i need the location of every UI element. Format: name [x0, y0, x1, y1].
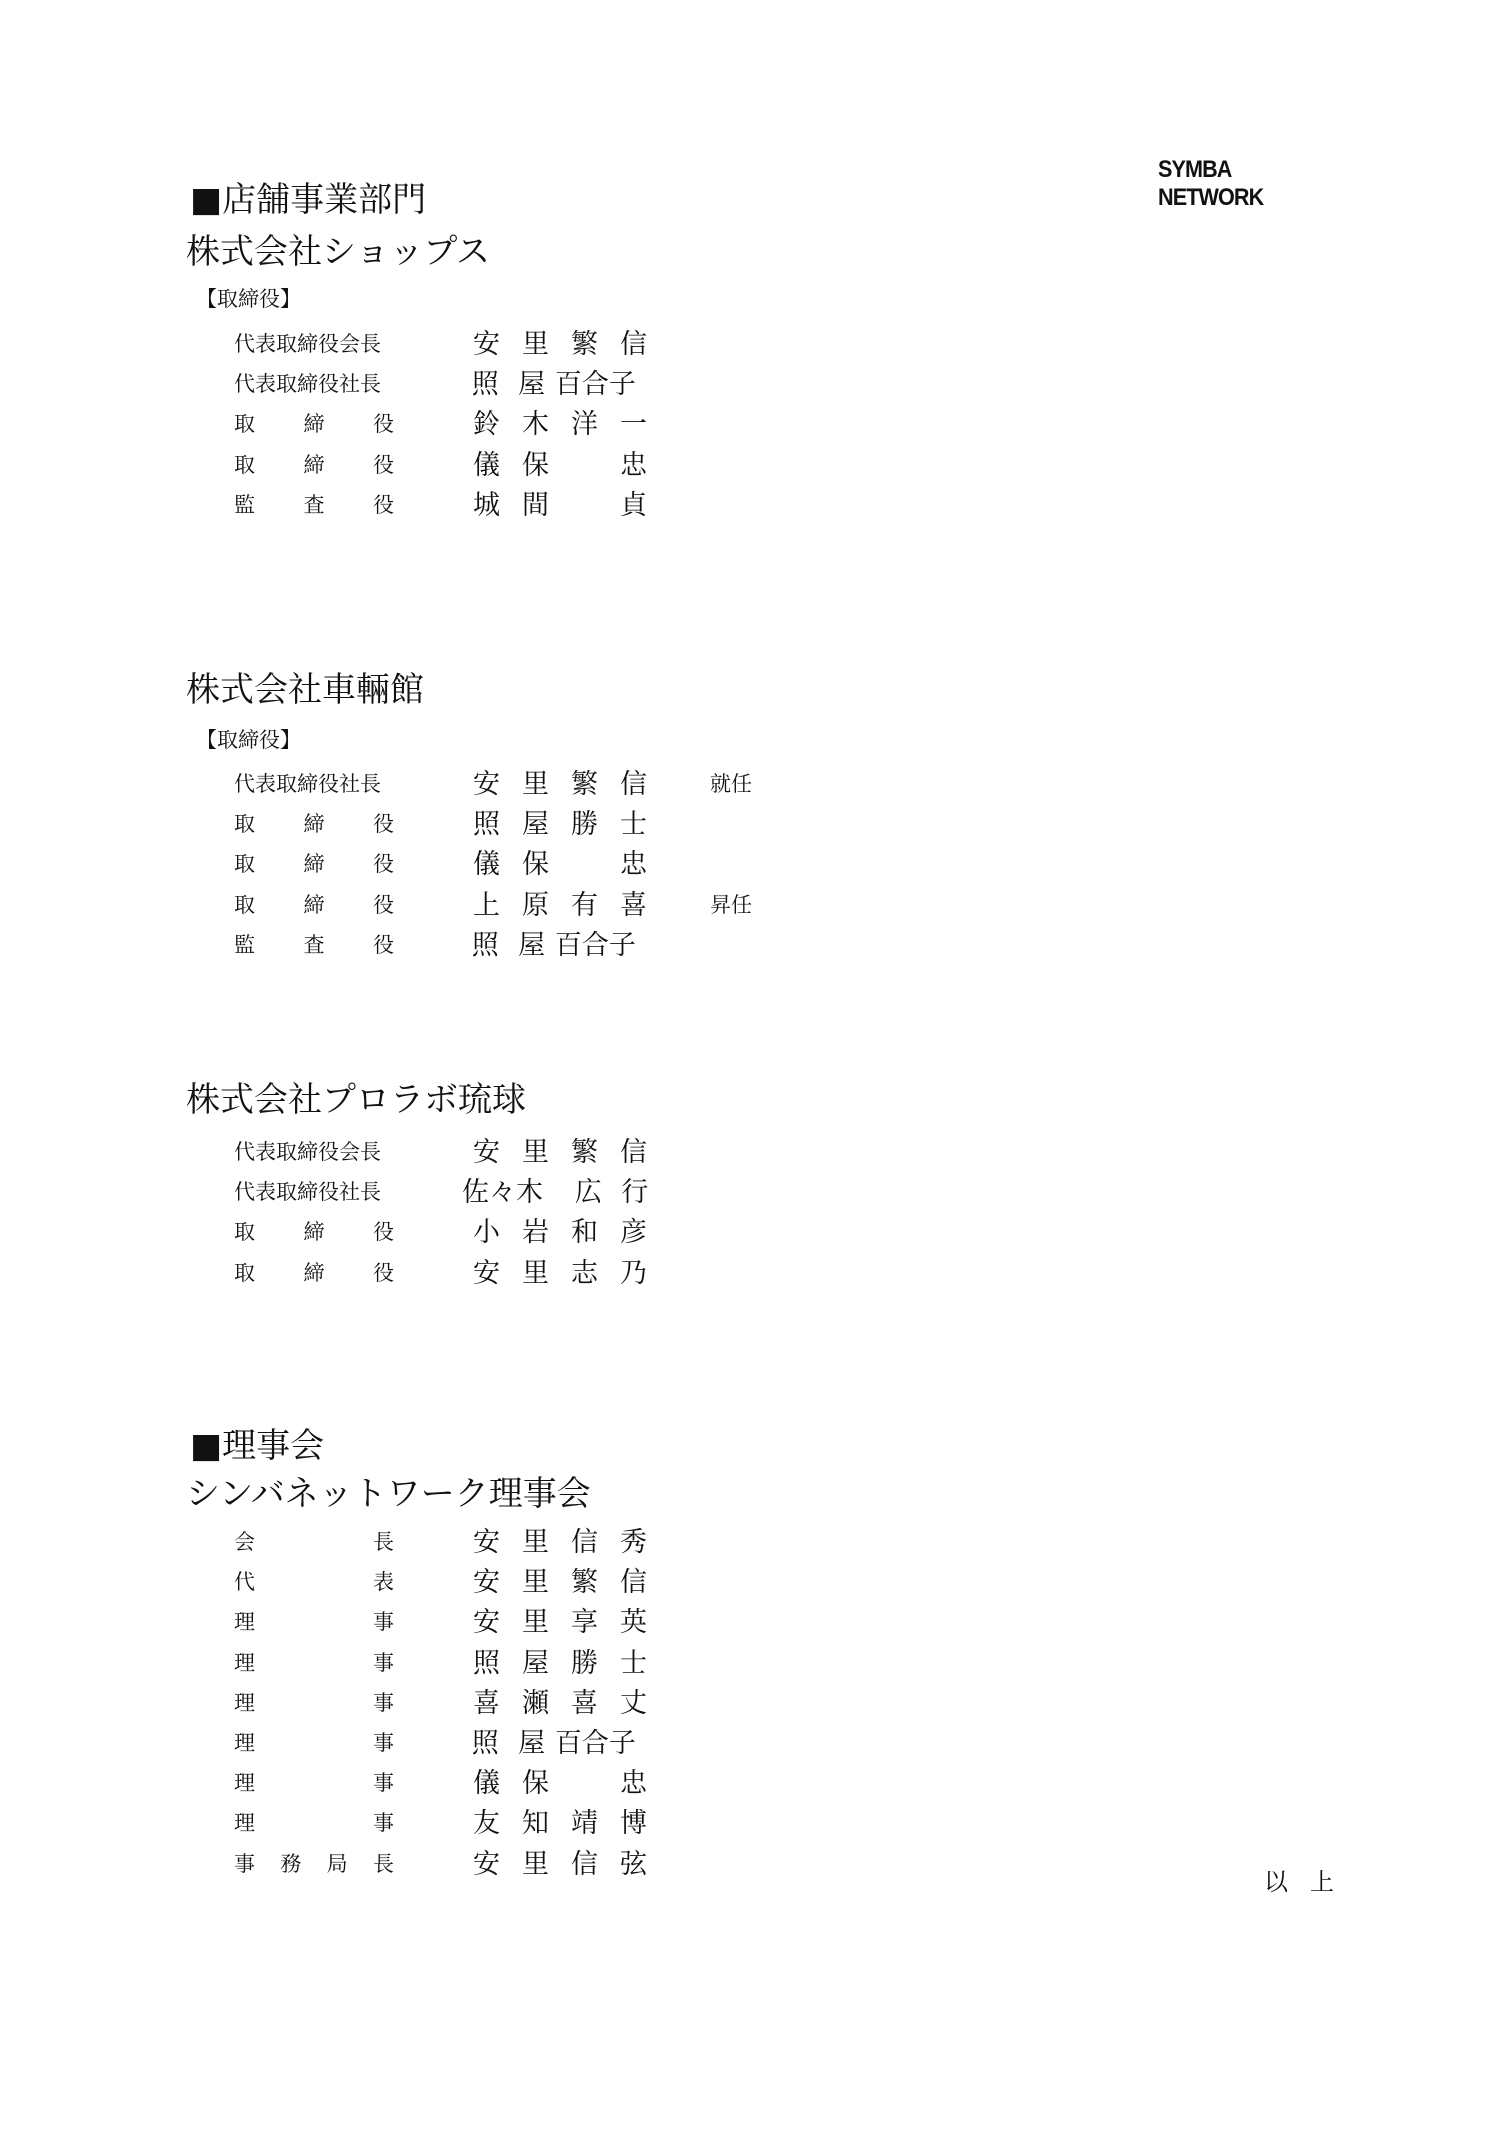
member-role: 代 表 — [234, 1570, 394, 1595]
member-row — [0, 842, 900, 882]
member-role: 取 締 役 — [234, 1260, 394, 1285]
member-name: 安 里 志 乃 — [473, 1257, 647, 1289]
member-name: 鈴 木 洋 一 — [473, 409, 647, 441]
member-row — [0, 1761, 900, 1801]
group-label: 【取締役】 — [196, 728, 301, 752]
member-row — [0, 1560, 900, 1600]
member-row — [0, 483, 900, 523]
member-name: 安 里 信 秀 — [473, 1527, 647, 1558]
member-role: 取 締 役 — [234, 812, 394, 837]
company-name: 株式会社プロラボ琉球 — [186, 1080, 526, 1120]
member-name: 照 屋 勝 士 — [473, 1647, 647, 1679]
member-row — [0, 802, 900, 842]
member-name: 照 屋 百合子 — [471, 1728, 636, 1759]
member-role: 監 査 役 — [234, 932, 394, 957]
brand-logo-text: SYMBA NETWORK — [1158, 156, 1264, 211]
member-role: 理 事 — [234, 1690, 394, 1715]
member-note: 就任 — [710, 772, 752, 796]
member-role: 代表取締役会長 — [234, 1140, 381, 1164]
member-role: 代表取締役社長 — [234, 372, 381, 397]
member-name: 上 原 有 喜 — [473, 889, 647, 921]
member-role: 理 事 — [234, 1650, 394, 1675]
company-name: 株式会社ショップス — [186, 232, 490, 272]
member-name: 安 里 繁 信 — [473, 329, 647, 360]
member-row — [0, 1641, 900, 1681]
member-row — [0, 762, 900, 802]
member-row — [0, 1210, 900, 1250]
member-role: 取 締 役 — [234, 452, 394, 477]
member-role: 理 事 — [234, 1771, 394, 1796]
member-row — [0, 1801, 900, 1841]
closing-mark: 以上 — [1264, 1868, 1356, 1896]
member-name: 佐々木 広 行 — [462, 1177, 649, 1209]
member-name: 小 岩 和 彦 — [473, 1217, 647, 1249]
member-row — [0, 402, 900, 442]
member-role: 理 事 — [234, 1610, 394, 1635]
member-name: 城 間 貞 — [473, 489, 647, 521]
member-name: 友 知 靖 博 — [473, 1808, 647, 1840]
member-name: 喜 瀬 喜 丈 — [473, 1687, 647, 1719]
member-row — [0, 1600, 900, 1640]
company-name: 株式会社車輛館 — [186, 670, 424, 710]
member-name: 照 屋 百合子 — [471, 929, 636, 961]
member-role: 取 締 役 — [234, 892, 394, 917]
member-role: 事 務 局 長 — [234, 1851, 394, 1876]
member-name: 安 里 繁 信 — [473, 1567, 647, 1599]
member-name: 儀 保 忠 — [473, 1768, 647, 1800]
member-row — [0, 1842, 900, 1882]
member-name: 儀 保 忠 — [473, 449, 647, 481]
member-row — [0, 443, 900, 483]
section-heading-board: ■理事会 — [190, 1426, 325, 1466]
company-name: シンバネットワーク理事会 — [186, 1474, 591, 1514]
member-role: 会 長 — [234, 1530, 394, 1554]
member-row — [0, 322, 900, 362]
member-role: 監 査 役 — [234, 492, 394, 517]
member-row — [0, 1681, 900, 1721]
member-row — [0, 362, 900, 402]
section-heading-store-division: ■店舗事業部門 — [190, 180, 427, 220]
member-name: 安 里 繁 信 — [473, 769, 647, 800]
member-row — [0, 1251, 900, 1291]
member-role: 代表取締役会長 — [234, 332, 381, 356]
member-name: 安 里 享 英 — [473, 1607, 647, 1639]
group-label: 【取締役】 — [196, 287, 301, 311]
member-row — [0, 883, 900, 923]
member-role: 取 締 役 — [234, 1220, 394, 1245]
member-row — [0, 1170, 900, 1210]
member-name: 儀 保 忠 — [473, 849, 647, 881]
member-row — [0, 923, 900, 963]
member-role: 代表取締役社長 — [234, 1180, 381, 1205]
member-role: 理 事 — [234, 1811, 394, 1836]
member-name: 照 屋 百合子 — [471, 369, 636, 401]
member-row — [0, 1130, 900, 1170]
member-note: 昇任 — [710, 892, 752, 917]
member-name: 照 屋 勝 士 — [473, 809, 647, 841]
member-role: 代表取締役社長 — [234, 772, 381, 796]
member-role: 理 事 — [234, 1731, 394, 1755]
member-row — [0, 1721, 900, 1761]
member-role: 取 締 役 — [234, 412, 394, 437]
member-name: 安 里 信 弦 — [473, 1848, 647, 1880]
member-row — [0, 1520, 900, 1560]
member-role: 取 締 役 — [234, 852, 394, 877]
member-name: 安 里 繁 信 — [473, 1137, 647, 1168]
